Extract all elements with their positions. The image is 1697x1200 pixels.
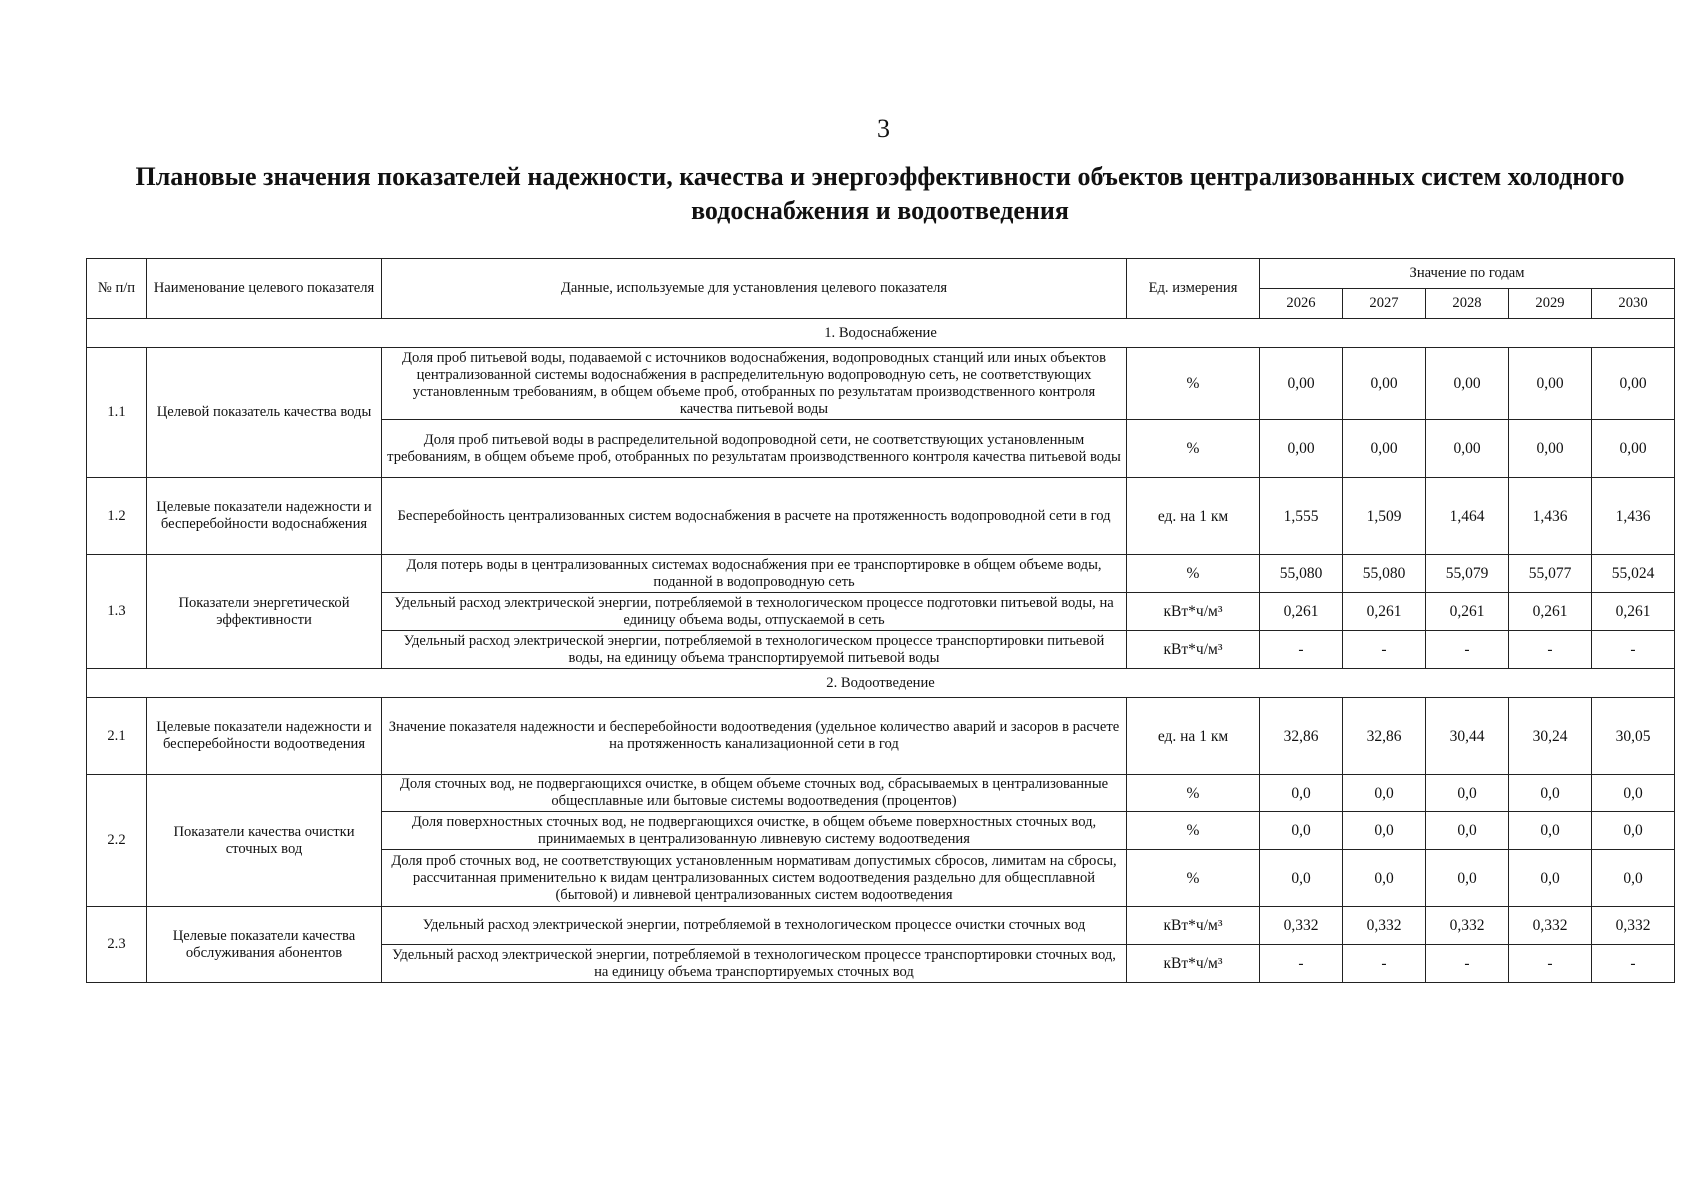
- value-cell: 0,0: [1343, 775, 1426, 812]
- value-cell: 55,079: [1426, 555, 1509, 593]
- indicator-data: Удельный расход электрической энергии, потребляемой в технологическом процессе транспортировки сточных вод, на единицу объема транспортируемых сточных вод: [382, 945, 1127, 983]
- indicator-data: Доля потерь воды в централизованных системах водоснабжения при ее транспортировке в общем объеме воды, поданной в водопроводную сеть: [382, 555, 1127, 593]
- section-title: 2. Водоотведение: [87, 669, 1675, 698]
- value-cell: 0,0: [1343, 850, 1426, 907]
- value-cell: 0,0: [1426, 775, 1509, 812]
- indicator-data: Бесперебойность централизованных систем водоснабжения в расчете на протяженность водопроводной сети в год: [382, 478, 1127, 555]
- indicator-name: Целевые показатели надежности и бесперебойности водоснабжения: [147, 478, 382, 555]
- value-cell: 0,332: [1592, 907, 1675, 945]
- page-number: 3: [877, 114, 890, 143]
- indicator-number: 2.3: [87, 907, 147, 983]
- table-row: [87, 775, 1675, 812]
- indicator-data: Значение показателя надежности и бесперебойности водоотведения (удельное количество аварий и засоров в расчете на протяженность канализационной сети в год: [382, 698, 1127, 775]
- indicator-data: Доля проб сточных вод, не соответствующих установленным нормативам допустимых сбросов, лимитам на сбросы, рассчитанная применительно к видам централизованных систем водоотведения раздельно для общесплавной (бытовой) и ливневой централизованных систем водоотведения: [382, 850, 1127, 907]
- value-cell: 0,332: [1426, 907, 1509, 945]
- header-num: № п/п: [87, 259, 147, 319]
- value-cell: 0,00: [1343, 348, 1426, 420]
- value-cell: 0,00: [1426, 348, 1509, 420]
- indicator-number: 1.3: [87, 555, 147, 669]
- value-cell: 0,261: [1260, 593, 1343, 631]
- unit-cell: кВт*ч/м³: [1127, 593, 1260, 631]
- value-cell: 1,464: [1426, 478, 1509, 555]
- value-cell: -: [1343, 945, 1426, 983]
- header-year: 2028: [1426, 289, 1509, 319]
- indicator-name: Целевой показатель качества воды: [147, 348, 382, 478]
- header-year: 2027: [1343, 289, 1426, 319]
- value-cell: 0,261: [1509, 593, 1592, 631]
- table-row: [87, 907, 1675, 945]
- value-cell: 0,0: [1509, 850, 1592, 907]
- header-name: Наименование целевого показателя: [147, 259, 382, 319]
- section-title: 1. Водоснабжение: [87, 319, 1675, 348]
- indicator-number: 2.1: [87, 698, 147, 775]
- value-cell: 0,00: [1260, 420, 1343, 478]
- table-row: [87, 478, 1675, 555]
- section-row: [87, 319, 1675, 348]
- value-cell: 0,00: [1260, 348, 1343, 420]
- header-year: 2029: [1509, 289, 1592, 319]
- unit-cell: %: [1127, 420, 1260, 478]
- unit-cell: %: [1127, 850, 1260, 907]
- value-cell: 0,0: [1343, 812, 1426, 850]
- unit-cell: ед. на 1 км: [1127, 478, 1260, 555]
- unit-cell: ед. на 1 км: [1127, 698, 1260, 775]
- section-row: [87, 669, 1675, 698]
- value-cell: -: [1426, 631, 1509, 669]
- indicator-data: Доля проб питьевой воды, подаваемой с источников водоснабжения, водопроводных станций или иных объектов централизованной системы водоснабжения в распределительную водопроводную сеть, не соответствующих установленным требованиям, в общем объеме проб, отобранных по результатам производственного контроля качества питьевой воды: [382, 348, 1127, 420]
- header-year: 2026: [1260, 289, 1343, 319]
- value-cell: -: [1260, 945, 1343, 983]
- value-cell: 55,080: [1343, 555, 1426, 593]
- value-cell: 0,332: [1260, 907, 1343, 945]
- indicator-data: Удельный расход электрической энергии, потребляемой в технологическом процессе транспортировки питьевой воды, на единицу объема транспортируемой питьевой воды: [382, 631, 1127, 669]
- value-cell: 0,261: [1426, 593, 1509, 631]
- value-cell: 0,261: [1343, 593, 1426, 631]
- value-cell: 0,0: [1260, 850, 1343, 907]
- value-cell: 0,261: [1592, 593, 1675, 631]
- value-cell: 0,0: [1426, 812, 1509, 850]
- indicators-table: [86, 258, 1675, 983]
- value-cell: 0,0: [1509, 812, 1592, 850]
- indicator-name: Целевые показатели качества обслуживания абонентов: [147, 907, 382, 983]
- indicator-data: Удельный расход электрической энергии, потребляемой в технологическом процессе очистки сточных вод: [382, 907, 1127, 945]
- value-cell: -: [1592, 945, 1675, 983]
- unit-cell: %: [1127, 555, 1260, 593]
- indicator-number: 1.1: [87, 348, 147, 478]
- header-unit: Ед. измерения: [1127, 259, 1260, 319]
- value-cell: 30,44: [1426, 698, 1509, 775]
- value-cell: 0,00: [1509, 420, 1592, 478]
- indicator-number: 1.2: [87, 478, 147, 555]
- header-data: Данные, используемые для установления целевого показателя: [382, 259, 1127, 319]
- value-cell: -: [1509, 631, 1592, 669]
- value-cell: 55,080: [1260, 555, 1343, 593]
- table-row: [87, 698, 1675, 775]
- value-cell: 0,00: [1426, 420, 1509, 478]
- indicator-data: Доля поверхностных сточных вод, не подвергающихся очистке, в общем объеме поверхностных сточных вод, принимаемых в централизованную ливневую систему водоотведения: [382, 812, 1127, 850]
- value-cell: 0,0: [1592, 850, 1675, 907]
- value-cell: 0,00: [1509, 348, 1592, 420]
- value-cell: 0,0: [1509, 775, 1592, 812]
- value-cell: 1,555: [1260, 478, 1343, 555]
- value-cell: 0,00: [1592, 348, 1675, 420]
- value-cell: 32,86: [1343, 698, 1426, 775]
- value-cell: -: [1592, 631, 1675, 669]
- value-cell: -: [1343, 631, 1426, 669]
- value-cell: 32,86: [1260, 698, 1343, 775]
- unit-cell: %: [1127, 812, 1260, 850]
- value-cell: 55,077: [1509, 555, 1592, 593]
- table-row: [87, 348, 1675, 420]
- header-year: 2030: [1592, 289, 1675, 319]
- table-row: [87, 555, 1675, 593]
- value-cell: 0,332: [1343, 907, 1426, 945]
- value-cell: 1,436: [1509, 478, 1592, 555]
- value-cell: -: [1509, 945, 1592, 983]
- unit-cell: кВт*ч/м³: [1127, 631, 1260, 669]
- unit-cell: кВт*ч/м³: [1127, 907, 1260, 945]
- value-cell: 1,436: [1592, 478, 1675, 555]
- value-cell: 0,0: [1260, 812, 1343, 850]
- header-values-by-year: Значение по годам: [1260, 259, 1675, 289]
- indicator-name: Показатели качества очистки сточных вод: [147, 775, 382, 907]
- indicator-data: Доля проб питьевой воды в распределительной водопроводной сети, не соответствующих установленным требованиям, в общем объеме проб, отобранных по результатам производственного контроля качества питьевой воды: [382, 420, 1127, 478]
- value-cell: 0,0: [1592, 812, 1675, 850]
- indicator-number: 2.2: [87, 775, 147, 907]
- unit-cell: %: [1127, 348, 1260, 420]
- indicator-name: Целевые показатели надежности и бесперебойности водоотведения: [147, 698, 382, 775]
- value-cell: 1,509: [1343, 478, 1426, 555]
- indicator-data: Доля сточных вод, не подвергающихся очистке, в общем объеме сточных вод, сбрасываемых в централизованные общесплавные или бытовые системы водоотведения (процентов): [382, 775, 1127, 812]
- header-row: [87, 259, 1675, 289]
- value-cell: 0,00: [1592, 420, 1675, 478]
- value-cell: 55,024: [1592, 555, 1675, 593]
- indicator-name: Показатели энергетической эффективности: [147, 555, 382, 669]
- value-cell: 0,00: [1343, 420, 1426, 478]
- value-cell: 0,0: [1260, 775, 1343, 812]
- value-cell: 0,332: [1509, 907, 1592, 945]
- value-cell: -: [1260, 631, 1343, 669]
- value-cell: 0,0: [1426, 850, 1509, 907]
- document-title: Плановые значения показателей надежности, качества и энергоэффективности объектов централизованных систем холодного водоснабжения и водоотведения: [135, 162, 1625, 225]
- value-cell: -: [1426, 945, 1509, 983]
- value-cell: 30,24: [1509, 698, 1592, 775]
- value-cell: 0,0: [1592, 775, 1675, 812]
- unit-cell: %: [1127, 775, 1260, 812]
- unit-cell: кВт*ч/м³: [1127, 945, 1260, 983]
- indicator-data: Удельный расход электрической энергии, потребляемой в технологическом процессе подготовки питьевой воды, на единицу объема воды, отпускаемой в сеть: [382, 593, 1127, 631]
- value-cell: 30,05: [1592, 698, 1675, 775]
